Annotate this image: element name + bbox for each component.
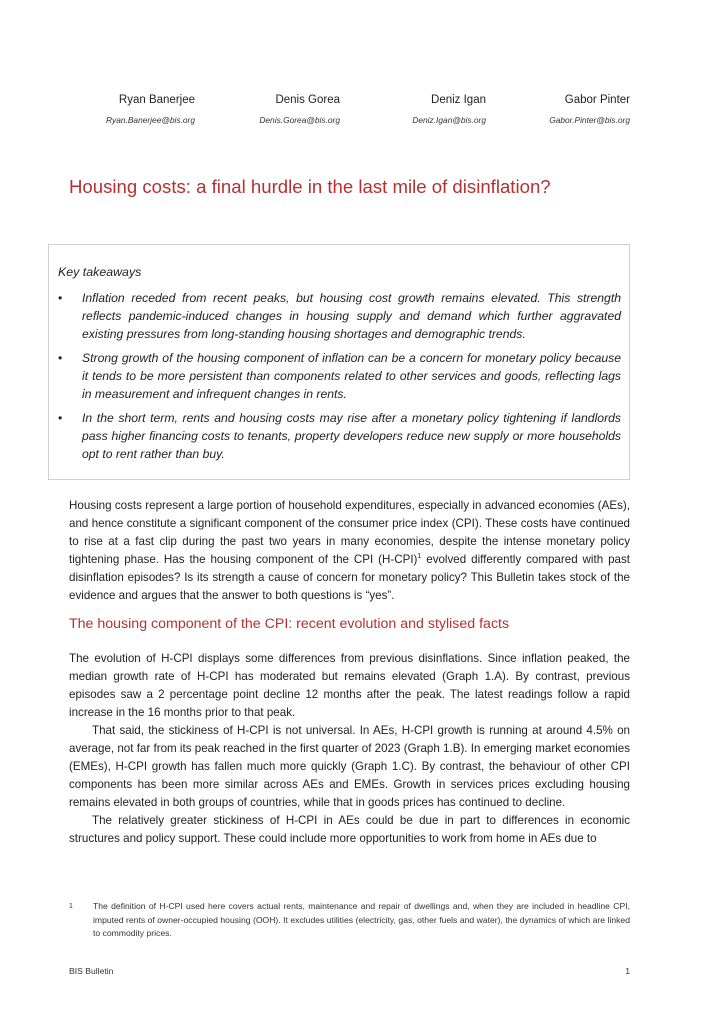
section-heading: The housing component of the CPI: recent evolution and stylised facts [69,616,510,632]
intro-text-part1: Housing costs represent a large portion of household expenditures, especially in advanced economies (AEs), and hence constitute a significant component of the consumer price index (CPI). These costs have continued to rise at a fast clip during the past two years in many economies, despite the intense monetary policy tightening phase. Has the housing component of the CPI (H-CPI) [69,499,630,566]
list-item [58,409,621,463]
footer-publication: BIS Bulletin [69,966,114,976]
key-takeaways-heading: Key takeaways [58,265,142,279]
list-item [58,289,621,343]
footnote-text: The definition of H-CPI used here covers actual rents, maintenance and repair of dwellings and, when they are included in headline CPI, imputed rents of owner-occupied housing (OOH). It excludes utilities (electricity, gas, other fuels and water), the dynamics of which are linked to commodity prices. [93,901,630,938]
body-paragraph-3: The relatively greater stickiness of H-CPI in AEs could be due in part to differences in economic structures and policy support. These could include more opportunities to work from home in AEs due to [69,814,630,845]
author-name: Deniz Igan [431,94,486,106]
bullet-icon: • [58,291,63,305]
author-name: Denis Gorea [275,94,340,106]
author-banerjee [69,94,195,125]
author-email[interactable]: Gabor.Pinter@bis.org [549,115,630,125]
footnote [69,900,630,941]
takeaway-text: Strong growth of the housing component of inflation can be a concern for monetary policy because it tends to be more persistent than components related to other services and goods, reflecting lags in measurement and infrequent changes in rents. [82,351,621,401]
page-number: 1 [625,966,630,976]
intro-paragraph [69,497,630,605]
page-title: Housing costs: a final hurdle in the last mile of disinflation? [69,176,551,197]
footnote-mark: 1 [69,903,73,910]
takeaway-text: In the short term, rents and housing costs may rise after a monetary policy tightening if landlords pass higher financing costs to tenants, property developers reduce new supply or more households opt to rent rather than buy. [82,411,621,461]
author-name: Gabor Pinter [564,94,630,106]
key-takeaways-box [48,244,630,480]
intro-text-part2: evolved differently compared with past disinflation episodes? Is its strength a cause of concern for monetary policy? This Bulletin takes stock of the evidence and argues that the answer to both questions is “yes”. [69,553,630,602]
body-paragraph-2: That said, the stickiness of H-CPI is not universal. In AEs, H-CPI growth is running at around 4.5% on average, not far from its peak reached in the first quarter of 2023 (Graph 1.B). In emerging market economies (EMEs), H-CPI growth has fallen much more quickly (Graph 1.C). By contrast, the behaviour of other CPI components has been more similar across AEs and EMEs. Growth in services prices excluding housing remains elevated in both groups of countries, while that in goods prices has continued to decline. [69,724,630,809]
body-paragraph-1: The evolution of H-CPI displays some differences from previous disinflations. Since inflation peaked, the median growth rate of H-CPI has moderated but remains elevated (Graph 1.A). By contrast, previous episodes saw a 2 percentage point decline 12 months after the peak. The latest readings follow a rapid increase in the 16 months prior to that peak. [69,652,630,719]
author-email[interactable]: Deniz.Igan@bis.org [412,115,486,125]
author-gorea [229,94,340,125]
author-pinter [510,94,630,125]
list-item [58,349,621,403]
key-takeaways-list [58,289,621,469]
bullet-icon: • [58,351,63,365]
bullet-icon: • [58,411,63,425]
author-email[interactable]: Ryan.Banerjee@bis.org [105,115,195,125]
author-igan [379,94,486,125]
author-email[interactable]: Denis.Gorea@bis.org [259,115,340,125]
takeaway-text: Inflation receded from recent peaks, but housing cost growth remains elevated. This strength reflects pandemic-induced changes in housing supply and demand which further aggravated existing pressures from long-standing housing shortages and demographic trends. [82,291,621,341]
footnote-reference[interactable]: 1 [417,553,422,561]
author-name: Ryan Banerjee [118,94,195,106]
